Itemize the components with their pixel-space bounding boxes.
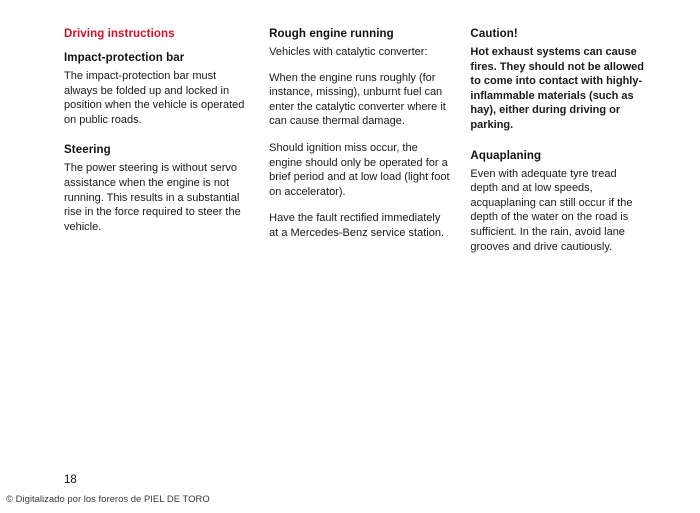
heading-impact-protection-bar: Impact-protection bar bbox=[64, 52, 185, 64]
paragraph-aquaplaning: Even with adequate tyre tread depth and at low speeds, acquaplaning can still occur if the depth of the water on the road is sufficient. In the rain, avoid lane grooves and drive cautiously. bbox=[470, 167, 633, 253]
heading-aquaplaning: Aquaplaning bbox=[470, 149, 542, 162]
paragraph-caution-exhaust: Hot exhaust systems can cause fires. They should not be allowed to come into contact with highly-inflammable materials (such as hay), either during driving or parking. bbox=[470, 46, 644, 131]
section-title-driving-instructions: Driving instructions bbox=[64, 28, 175, 40]
page-number: 18 bbox=[64, 474, 77, 486]
paragraph-fault-rectified: Have the fault rectified immediately at a Mercedes-Benz service station. bbox=[269, 212, 444, 239]
page-columns bbox=[64, 28, 664, 266]
paragraph-rough-running-detail: When the engine runs roughly (for instance, missing), unburnt fuel can enter the catalytic converter where it can cause thermal damage. bbox=[269, 71, 446, 128]
heading-caution: Caution! bbox=[470, 28, 518, 40]
footer-credit: © Digitalizado por los foreros de PIEL DE TORO bbox=[6, 494, 210, 505]
paragraph-ignition-miss: Should ignition miss occur, the engine should only be operated for a brief period and at low load (light foot on accelerator). bbox=[269, 141, 450, 198]
heading-rough-engine-running: Rough engine running bbox=[269, 28, 394, 40]
column-right bbox=[470, 28, 664, 266]
paragraph-impact-protection-bar: The impact-protection bar must always be folded up and locked in position when the vehicle is operated on public roads. bbox=[64, 70, 245, 126]
paragraph-steering: The power steering is without servo assistance when the engine is not running. This results in a substantial rise in the force required to steer the vehicle. bbox=[64, 162, 241, 233]
column-left bbox=[64, 28, 269, 266]
heading-steering: Steering bbox=[64, 144, 111, 157]
paragraph-catalytic-intro: Vehicles with catalytic converter: bbox=[269, 46, 428, 58]
column-middle bbox=[269, 28, 470, 266]
